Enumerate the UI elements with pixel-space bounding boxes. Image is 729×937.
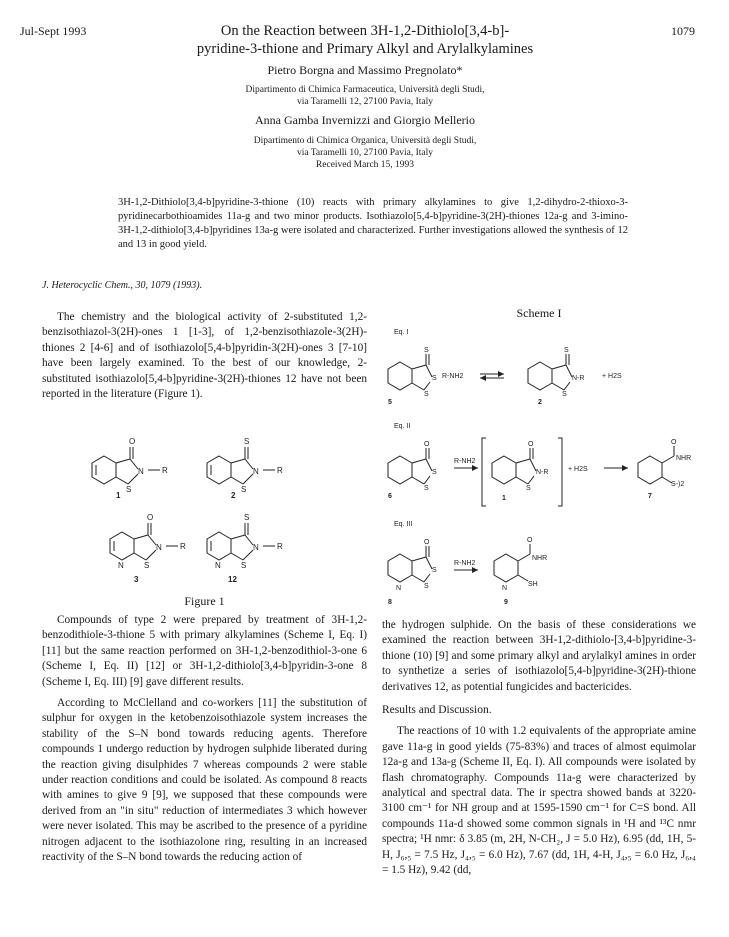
affiliation-2-line-2: via Taramelli 10, 27100 Pavia, Italy [296,148,434,158]
structure-2 [207,447,275,484]
svg-text:S: S [126,485,132,494]
abstract: 3H-1,2-Dithiolo[3,4-b]pyridine-3-thione (10) reacts with primary alkylamines to give 1,2-dihydro-2-thioxo-3-pyridinecarbothioamides 11a-g and two minor products. Isothiazolo[5,4-b]pyridine-3(2H)-thiones 12a-g and 3-imino-3H-1,2-dithiolo[3,4-b]pyridines 13a-g were isolated and characterized. Further investigations allowed the synthesis of 12 and 13 in good yield. [118,197,628,250]
affiliation-1-line-1: Dipartimento di Chimica Farmaceutica, Università degli Studi, [245,85,485,95]
left-column-body [42,613,367,866]
svg-text:R: R [277,466,283,475]
svg-text:N: N [215,561,221,570]
svg-text:S: S [424,391,429,398]
svg-text:S: S [562,391,567,398]
paragraph-hydrogen-sulphide: the hydrogen sulphide. On the basis of these considerations we examined the reaction between 3H-1,2-dithiolo-[3,4-b]pyridine-3-thione (10) [9] and some primary alkyl and arylalkyl amines in order to synthetize a series of isothiazolo[5,4-b]pyridine-3(2H)-thione derivatives 12, as potential fungicides and bactericides. [382,619,696,693]
scheme-eq-2-label: Eq. II [394,423,411,430]
svg-text:N: N [253,543,259,552]
author-group-1: Pietro Borgna and Massimo Pregnolato* [267,63,463,77]
svg-text:S: S [432,469,437,476]
figure-1-structures [42,432,367,592]
left-column-intro [42,310,367,402]
svg-text:S: S [432,375,437,382]
svg-text:R: R [277,542,283,551]
structure-1 [92,447,160,484]
scheme-1-structures [382,322,712,612]
svg-text:S-)2: S-)2 [671,481,685,488]
structure-12 [207,523,275,560]
svg-text:O: O [671,439,677,446]
svg-text:N-R: N-R [536,469,549,476]
page-number: 1079 [671,24,695,38]
scheme-label-2: 2 [538,399,542,406]
section-heading-results: Results and Discussion. [382,704,492,717]
scheme-label-6: 6 [388,493,392,500]
figure-label-1: 1 [116,491,121,500]
svg-text:S: S [424,347,429,354]
svg-text:O: O [527,537,533,544]
title-line-2: pyridine-3-thione and Primary Alkyl and Arylalkylamines [196,41,534,57]
figure-label-12: 12 [228,575,237,584]
scheme-eq-1-label: Eq. I [394,329,409,336]
paragraph-results: The reactions of 10 with 1.2 equivalents of the appropriate amine gave 11a-g in good yields (75-83%) and traces of almost equimolar 12a-g and 13a-g (Scheme II, Eq. I). All compounds were isolated by flash chromatography. Compounds 11a-g were characterized by analytical and spectral data. The ir spectra showed bands at 3220-3100 cm⁻¹ for NH group and at 1595-1590 cm⁻¹ for C=S bond. All compounds 11a-d showed some common signals in ¹H and ¹³C nmr spectra; ¹H nmr: δ 3.85 (m, 2H, N-CH₂, J = 5.0 Hz), 6.95 (dd, 1H, 5-H, J₆,₅ = 7.5 Hz, J₄,₅ = 6.0 Hz), 7.67 (dd, 1H, 4-H, J₄,₅ = 6.0 Hz, J₆,₄ = 1.5 Hz), 9.42 (dd, [382,725,696,877]
author-group-2: Anna Gamba Invernizzi and Giorgio Mellerio [254,113,476,127]
journal-citation: J. Heterocyclic Chem., 30, 1079 (1993). [42,280,203,291]
paragraph-mcclelland: According to McClelland and co-workers [11] the substitution of sulphur for oxygen in the ketobenzoisothiazole system increases the stability of the S–N bond towards reducing agents. Therefore compounds 1 undergo reduction by hydrogen sulphide liberated during the reaction giving disulphides 7 whereas compounds 2 were stable under reaction conditions and could be isolated. As compound 8 reacts with amines to give 9 [9], we supposed that these compounds were derived from an "in situ" reduction of intermediates 3 which however were never isolated. This may be ascribed to the presence of a pyridine nitrogen adjacent to the isothiazolone ring, resulting in an increased reactivity of the S–N bond towards the reducing action of [42,697,367,864]
scheme-label-7: 7 [648,493,652,500]
svg-text:S: S [526,485,531,492]
svg-text:S: S [241,485,247,494]
svg-text:SH: SH [528,581,538,588]
scheme-eq-1-reagent: R-NH2 [442,373,464,380]
svg-text:S: S [241,561,247,570]
scheme-eq-3-label: Eq. III [394,521,413,528]
scheme-1-title: Scheme I [516,306,562,320]
svg-text:R: R [180,542,186,551]
svg-text:N: N [156,543,162,552]
right-column-body [382,618,696,879]
scheme-label-1: 1 [502,495,506,502]
affiliation-1-line-2: via Taramelli 12, 27100 Pavia, Italy [296,97,434,107]
paragraph-compounds: Compounds of type 2 were prepared by treatment of 3H-1,2-benzodithiole-3-thione 5 with primary alkylamines (Scheme I, Eq. I) [11] but the same reaction performed on 3H-1,2-benzodithiol-3-one 6 (Scheme I, Eq. II) [12] or 3H-1,2-dithiolo[3,4-b]pyridin-3-one 8 (Scheme I, Eq. III) [9] gave different results. [42,614,367,688]
journal-date: Jul-Sept 1993 [20,24,87,38]
svg-text:R: R [162,466,168,475]
paragraph-intro: The chemistry and the biological activity of 2-substituted 1,2-benzisothiazol-3(2H)-ones 1 [1-3], of 1,2-benzisothiazole-3(2H)-thiones 2 [4-6] and of isothiazolo[5,4-b]pyridin-3(2H)-ones 3 [7-10] have been largely examined. To the best of our knowledge, 2-substituted isothiazolo[5,4-b]pyridine-3(2H)-thiones 12 have not been reported in the literature (Figure 1). [42,311,367,401]
svg-text:N: N [138,467,144,476]
svg-text:NHR: NHR [676,455,692,462]
svg-text:S: S [424,583,429,590]
svg-text:S: S [564,347,569,354]
svg-text:N: N [118,561,124,570]
svg-text:O: O [424,441,430,448]
scheme-eq-2-reagent: R-NH2 [454,458,476,465]
scheme-label-5: 5 [388,399,392,406]
svg-text:S: S [424,485,429,492]
svg-text:N-R: N-R [572,375,585,382]
scheme-label-9: 9 [504,599,508,606]
svg-text:S: S [244,437,250,446]
scheme-eq-2-byproduct: + H2S [568,466,588,473]
svg-text:N: N [396,585,402,592]
structure-3 [110,523,178,560]
affiliation-2 [180,135,550,171]
paper-title [150,22,580,58]
affiliation-1 [180,84,550,108]
figure-1-caption: Figure 1 [184,594,225,608]
svg-text:S: S [432,567,437,574]
svg-text:N: N [253,467,259,476]
figure-label-3: 3 [134,575,139,584]
svg-text:O: O [147,513,154,522]
svg-text:N: N [502,585,508,592]
received-date: Received March 15, 1993 [315,160,415,170]
title-line-1: On the Reaction between 3H-1,2-Dithiolo[3,4-b]- [220,23,510,39]
figure-label-2: 2 [231,491,236,500]
scheme-label-8: 8 [388,599,392,606]
scheme-eq-1-byproduct: + H2S [602,373,622,380]
svg-text:O: O [129,437,136,446]
affiliation-2-line-1: Dipartimento di Chimica Organica, Università degli Studi, [253,136,477,146]
svg-text:O: O [528,441,534,448]
svg-text:O: O [424,539,430,546]
scheme-eq-3-reagent: R-NH2 [454,560,476,567]
svg-text:S: S [144,561,150,570]
svg-text:S: S [244,513,250,522]
svg-text:NHR: NHR [532,555,548,562]
